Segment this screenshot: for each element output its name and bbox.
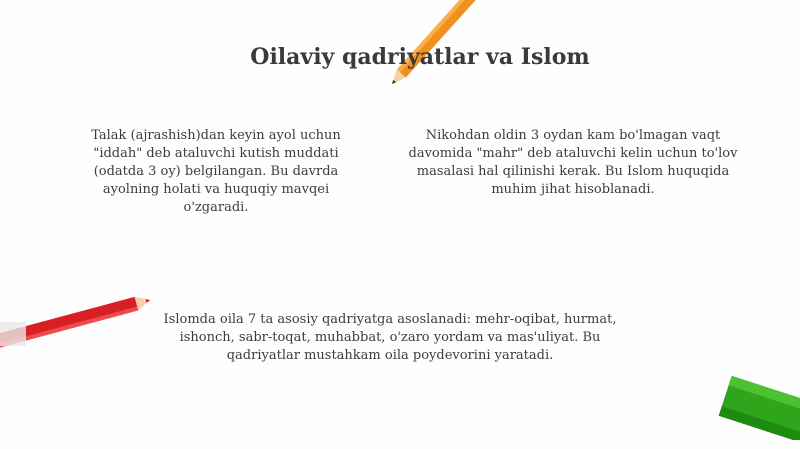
slide-title: Oilaviy qadriyatlar va Islom (250, 43, 590, 70)
paragraph-iddah: Talak (ajrashish)dan keyin ayol uchun "iddah" deb ataluvchi kutish muddati (odatda 3 oy) belgilangan. Bu davrda ayolning holati va huquqiy mavqei o'zgaradi. (91, 128, 341, 215)
red-pencil-icon (0, 292, 160, 352)
paragraph-mahr: Nikohdan oldin 3 oydan kam bo'lmagan vaqt davomida "mahr" deb ataluvchi kelin uchun to'lov masalasi hal qilinishi kerak. Bu Islom huquqida muhim jihat hisoblanadi. (408, 128, 738, 197)
paragraph-values: Islomda oila 7 ta asosiy qadriyatga asoslanadi: mehr-oqibat, hurmat, ishonch, sabr-toqat, muhabbat, o'zaro yordam va mas'uliyat. Bu qadriyatlar mustahkam oila poydevorini yaratadi. (163, 312, 617, 363)
green-marker-icon (716, 368, 800, 440)
